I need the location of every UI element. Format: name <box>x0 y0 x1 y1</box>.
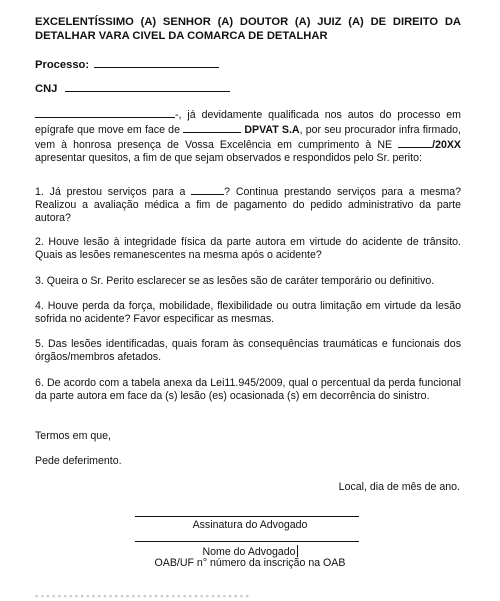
processo-field <box>35 56 219 72</box>
document-header: EXCELENTÍSSIMO (A) SENHOR (A) DOUTOR (A) JUIZ (A) DE DIREITO DA DETALHAR VARA CIVEL DA COMARCA DE DETALHAR <box>35 16 461 42</box>
signature-line <box>135 516 359 517</box>
cnj-blank <box>65 80 230 92</box>
closing-line-2: Pede deferimento. <box>35 455 122 467</box>
processo-label: Processo: <box>35 59 90 71</box>
text-cursor <box>297 545 298 557</box>
question-1 <box>35 184 461 225</box>
place-date: Local, dia de mês de ano. <box>338 481 460 493</box>
defendant-blank <box>183 122 241 133</box>
q1-blank <box>191 184 224 195</box>
question-4: 4. Houve perda da força, mobilidade, flexibilidade ou outra limitação em virtude da lesão sofrida no acidente? Favor especificar as mesmas. <box>35 300 461 325</box>
intro-paragraph <box>35 107 461 165</box>
oab-number: OAB/UF n° número da inscrição na OAB <box>154 557 346 569</box>
cnj-label: CNJ <box>35 83 58 95</box>
intro-part2: , por seu procurador infra firmado, vem à honrosa presença de Vossa Excelência em cumprimento à NE <box>35 124 461 151</box>
faded-footer-text: ▪ ▪ ▪ ▪ ▪ ▪ ▪ ▪ ▪ ▪ ▪ ▪ ▪ ▪ ▪ ▪ ▪ ▪ ▪ ▪ ▪ ▪ ▪ ▪ ▪ ▪ ▪ ▪ ▪ ▪ ▪ ▪ ▪ ▪ ▪ ▪ ▪ ▪ <box>35 591 249 601</box>
processo-blank <box>94 56 219 68</box>
closing-line-1: Termos em que, <box>35 430 111 442</box>
question-6: 6. De acordo com a tabela anexa da Lei11.945/2009, qual o percentual da perda funcional da parte autora em face da (s) lesão (es) ocasionada (s) em decorrência do sinistro. <box>35 377 461 402</box>
signature-label: Assinatura do Advogado <box>192 519 308 531</box>
party-name-blank <box>35 107 175 118</box>
q1-part2: ? Continua prestando serviços para a mesma? Realizou a avaliação médica a fim de pagamento do pedido administrativo da parte autora? <box>35 186 461 224</box>
lawyer-name: Nome do Advogado <box>202 546 296 558</box>
year-text: /20XX <box>432 139 461 151</box>
name-line <box>135 541 359 542</box>
question-2: 2. Houve lesão à integridade física da parte autora em virtude do acidente de trânsito. Quais as lesões remanescentes na mesma após o acidente? <box>35 236 461 261</box>
question-5: 5. Das lesões identificadas, quais foram às consequências traumáticas e funcionais dos órgãos/membros afetados. <box>35 338 461 363</box>
company-name: DPVAT S.A <box>244 124 300 136</box>
intro-part1: -, já devidamente qualificada nos autos do processo em epígrafe que move em face de <box>35 109 461 136</box>
intro-part3: apresentar quesitos, a fim de que sejam observados e respondidos pelo Sr. perito: <box>35 152 422 164</box>
ne-number-blank <box>398 137 432 148</box>
question-3: 3. Queira o Sr. Perito esclarecer se as lesões são de caráter temporário ou definitivo. <box>35 275 435 287</box>
cnj-field <box>35 80 230 96</box>
q1-part1: 1. Já prestou serviços para a <box>35 186 186 198</box>
